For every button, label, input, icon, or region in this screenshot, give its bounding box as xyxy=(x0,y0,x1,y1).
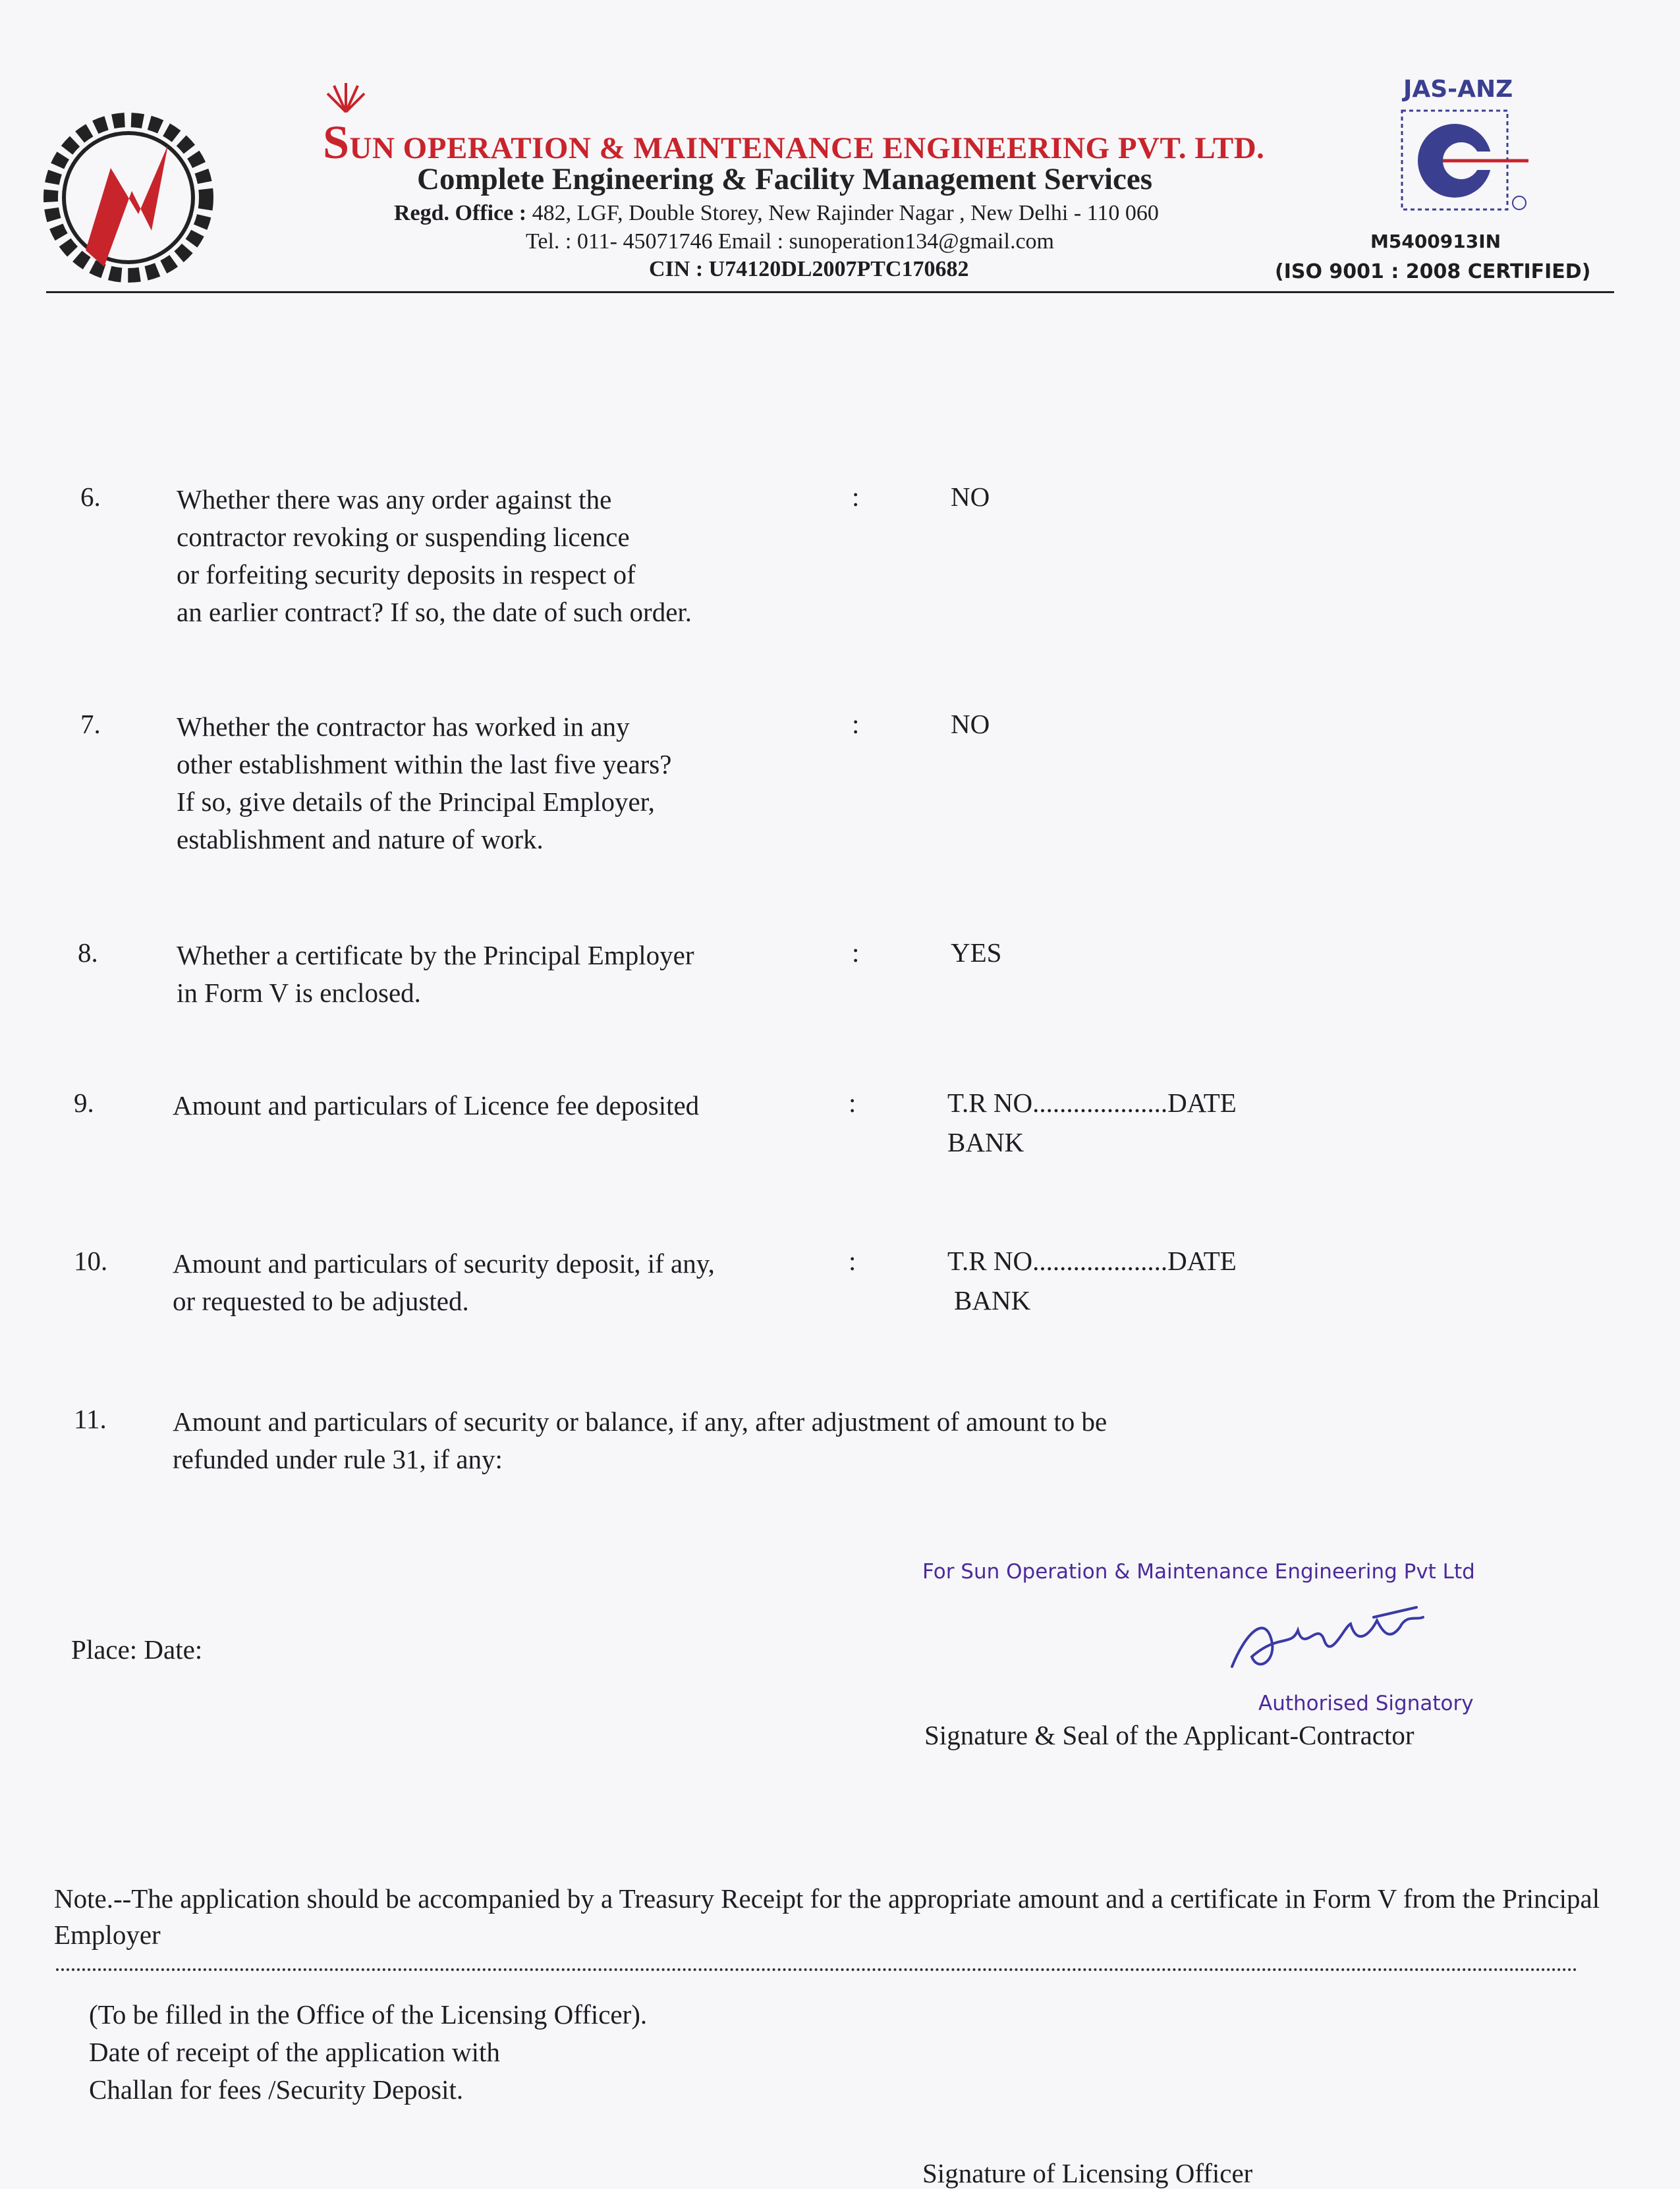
item-8-answer: YES xyxy=(951,937,1002,968)
cin-line: CIN : U74120DL2007PTC170682 xyxy=(649,257,969,281)
regd-label: Regd. Office : xyxy=(394,201,527,225)
licensing-officer-signature: Signature of Licensing Officer xyxy=(922,2158,1253,2188)
item-6-answer: NO xyxy=(951,482,990,512)
sun-rays-icon xyxy=(326,80,366,113)
company-tagline: Complete Engineering & Facility Management Services xyxy=(417,162,1153,196)
handwritten-signature xyxy=(1219,1594,1443,1686)
item-8-number: 8. xyxy=(78,937,98,968)
item-11-number: 11. xyxy=(74,1404,107,1434)
item-10-question: Amount and particulars of security deposit, if any, or requested to be adjusted. xyxy=(173,1248,715,1316)
item-8-colon: : xyxy=(852,937,860,968)
item-6-colon: : xyxy=(852,482,860,512)
certification-code: M5400913IN xyxy=(1370,231,1501,252)
company-name-rest: UN OPERATION & MAINTENANCE ENGINEERING PVT. LTD. xyxy=(349,131,1265,165)
item-7-question: Whether the contractor has worked in any other establishment within the last five years? If so, give details of the Principal Employer, establishment and nature of work. xyxy=(177,711,672,854)
registered-office xyxy=(394,201,1159,226)
company-name-initial: S xyxy=(323,116,350,169)
company-stamp: For Sun Operation & Maintenance Engineering Pvt Ltd xyxy=(922,1560,1475,1584)
company-logo xyxy=(40,109,217,287)
office-use-block: (To be filled in the Office of the Licensing Officer). Date of receipt of the application with Challan for fees /Security Deposit. xyxy=(89,1999,648,2105)
certification-logo xyxy=(1397,105,1535,217)
item-7-answer: NO xyxy=(951,709,990,739)
contact-line: Tel. : 011- 45071746 Email : sunoperation134@gmail.com xyxy=(526,229,1054,254)
authorised-signatory: Authorised Signatory xyxy=(1258,1692,1474,1715)
header-divider xyxy=(46,291,1614,293)
note: Note.--The application should be accompanied by a Treasury Receipt for the appropriate amount and a certificate in Form V from the Principal Employer xyxy=(54,1883,1600,1950)
signature-caption: Signature & Seal of the Applicant-Contractor xyxy=(924,1720,1414,1750)
item-6-question: Whether there was any order against the contractor revoking or suspending licence or forfeiting security deposits in respect of an earlier contract? If so, the date of such order. xyxy=(177,484,692,627)
item-7-colon: : xyxy=(852,709,860,739)
item-6-number: 6. xyxy=(80,482,101,512)
item-10-answer: T.R NO....................DATE xyxy=(947,1246,1237,1276)
item-10-colon: : xyxy=(849,1246,856,1276)
regd-address: 482, LGF, Double Storey, New Rajinder Nagar , New Delhi - 110 060 xyxy=(526,201,1159,225)
item-10-number: 10. xyxy=(74,1246,108,1276)
dotted-separator xyxy=(56,1968,1578,1971)
item-9-number: 9. xyxy=(74,1088,94,1118)
item-7-number: 7. xyxy=(80,709,101,739)
item-8-question: Whether a certificate by the Principal Employer in Form V is enclosed. xyxy=(177,940,694,1008)
certification-body: JAS-ANZ xyxy=(1403,76,1513,103)
item-9-question: Amount and particulars of Licence fee deposited xyxy=(173,1090,700,1121)
item-9-bank: BANK xyxy=(947,1127,1024,1157)
item-11-question: Amount and particulars of security or balance, if any, after adjustment of amount to be refunded under rule 31, if any: xyxy=(173,1406,1107,1474)
iso-certification: (ISO 9001 : 2008 CERTIFIED) xyxy=(1275,260,1591,283)
item-9-colon: : xyxy=(849,1088,856,1118)
item-10-bank: BANK xyxy=(954,1285,1031,1316)
place-date: Place: Date: xyxy=(71,1634,203,1665)
item-9-answer: T.R NO....................DATE xyxy=(947,1088,1237,1118)
